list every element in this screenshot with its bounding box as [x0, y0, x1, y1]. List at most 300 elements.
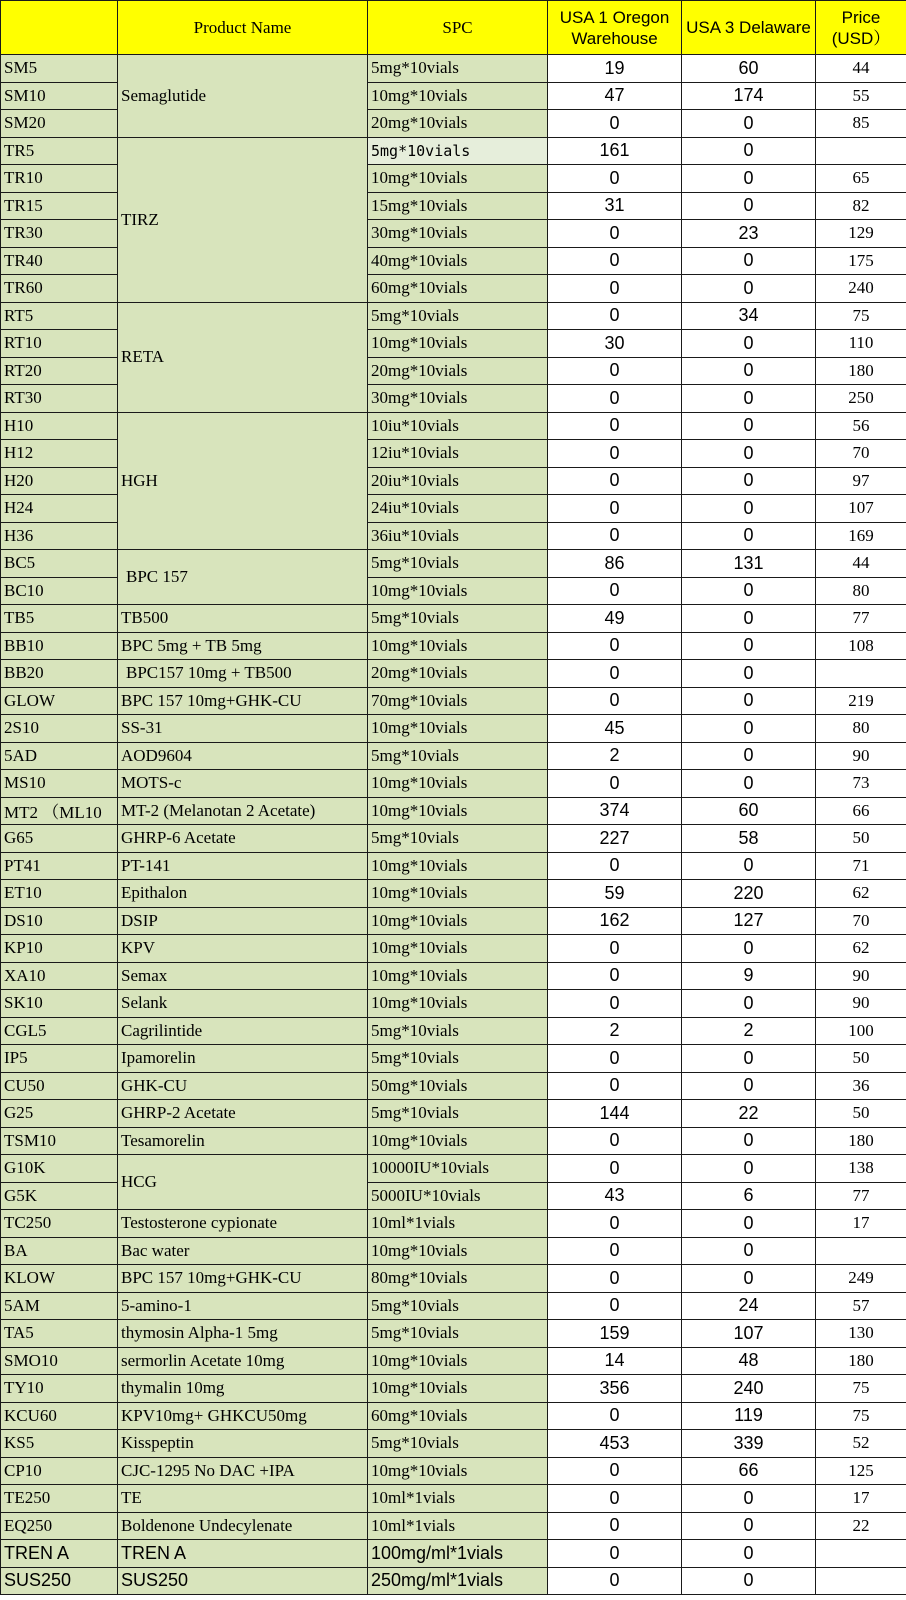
price-cell: 50 [816, 1100, 906, 1128]
price-cell: 180 [816, 357, 906, 385]
delaware-qty-cell: 0 [682, 1045, 816, 1073]
delaware-qty-cell: 0 [682, 522, 816, 550]
product-code-cell: TR40 [1, 247, 118, 275]
product-code-cell: TR15 [1, 192, 118, 220]
spc-cell: 10mg*10vials [368, 962, 548, 990]
price-cell: 75 [816, 1402, 906, 1430]
oregon-qty-cell: 19 [548, 55, 682, 83]
price-cell: 138 [816, 1155, 906, 1183]
oregon-qty-cell: 0 [548, 632, 682, 660]
table-body [1, 55, 906, 1595]
product-code-cell: 5AM [1, 1292, 118, 1320]
product-code-cell: TC250 [1, 1210, 118, 1238]
price-cell: 82 [816, 192, 906, 220]
table-row [1, 1292, 906, 1320]
delaware-qty-cell: 0 [682, 852, 816, 880]
product-code-cell: TY10 [1, 1375, 118, 1403]
spc-cell: 250mg/ml*1vials [368, 1567, 548, 1595]
oregon-qty-cell: 0 [548, 467, 682, 495]
oregon-qty-cell: 0 [548, 1265, 682, 1293]
oregon-qty-cell: 0 [548, 165, 682, 193]
delaware-qty-cell: 0 [682, 385, 816, 413]
spc-cell: 5000IU*10vials [368, 1182, 548, 1210]
oregon-qty-cell: 0 [548, 1402, 682, 1430]
oregon-qty-cell: 31 [548, 192, 682, 220]
product-name-cell: TIRZ [118, 137, 368, 302]
table-row [1, 797, 906, 825]
oregon-qty-cell: 0 [548, 522, 682, 550]
delaware-qty-cell: 174 [682, 82, 816, 110]
oregon-qty-cell: 0 [548, 1292, 682, 1320]
table-row [1, 742, 906, 770]
product-code-cell: H36 [1, 522, 118, 550]
oregon-qty-cell: 0 [548, 1540, 682, 1568]
delaware-qty-cell: 22 [682, 1100, 816, 1128]
oregon-qty-cell: 374 [548, 797, 682, 825]
product-code-cell: TA5 [1, 1320, 118, 1348]
product-name-cell: Cagrilintide [118, 1017, 368, 1045]
spc-cell: 10mg*10vials [368, 990, 548, 1018]
product-name-cell: TE [118, 1485, 368, 1513]
price-cell: 71 [816, 852, 906, 880]
delaware-qty-cell: 240 [682, 1375, 816, 1403]
delaware-qty-cell: 34 [682, 302, 816, 330]
delaware-qty-cell: 127 [682, 907, 816, 935]
spc-cell: 10mg*10vials [368, 1237, 548, 1265]
product-name-cell: KPV10mg+ GHKCU50mg [118, 1402, 368, 1430]
table-row [1, 907, 906, 935]
spc-cell: 60mg*10vials [368, 1402, 548, 1430]
oregon-qty-cell: 0 [548, 1127, 682, 1155]
product-code-cell: KP10 [1, 935, 118, 963]
delaware-qty-cell: 0 [682, 330, 816, 358]
delaware-qty-cell: 0 [682, 467, 816, 495]
oregon-qty-cell: 0 [548, 577, 682, 605]
product-name-cell: KPV [118, 935, 368, 963]
price-cell [816, 1540, 906, 1568]
spc-cell: 50mg*10vials [368, 1072, 548, 1100]
product-name-cell: BPC 5mg + TB 5mg [118, 632, 368, 660]
product-name-cell: MOTS-c [118, 770, 368, 798]
spc-cell: 10mg*10vials [368, 907, 548, 935]
oregon-qty-cell: 59 [548, 880, 682, 908]
oregon-qty-cell: 86 [548, 550, 682, 578]
oregon-qty-cell: 0 [548, 1457, 682, 1485]
product-name-cell: RETA [118, 302, 368, 412]
table-row [1, 715, 906, 743]
spc-cell: 10mg*10vials [368, 165, 548, 193]
price-cell: 107 [816, 495, 906, 523]
product-code-cell: 5AD [1, 742, 118, 770]
product-name-cell: Testosterone cypionate [118, 1210, 368, 1238]
product-name-cell: CJC-1295 No DAC +IPA [118, 1457, 368, 1485]
delaware-qty-cell: 0 [682, 1567, 816, 1595]
spc-cell: 24iu*10vials [368, 495, 548, 523]
product-name-cell: Kisspeptin [118, 1430, 368, 1458]
price-cell: 50 [816, 1045, 906, 1073]
price-cell: 57 [816, 1292, 906, 1320]
price-cell [816, 1237, 906, 1265]
delaware-qty-cell: 0 [682, 110, 816, 138]
product-code-cell: TSM10 [1, 1127, 118, 1155]
product-code-cell: GLOW [1, 687, 118, 715]
price-cell: 85 [816, 110, 906, 138]
oregon-qty-cell: 0 [548, 935, 682, 963]
product-code-cell: SUS250 [1, 1567, 118, 1595]
product-code-cell: RT10 [1, 330, 118, 358]
spc-cell: 5mg*10vials [368, 1430, 548, 1458]
price-cell: 55 [816, 82, 906, 110]
product-name-cell: GHRP-6 Acetate [118, 825, 368, 853]
delaware-qty-cell: 0 [682, 1540, 816, 1568]
delaware-qty-cell: 48 [682, 1347, 816, 1375]
price-cell: 110 [816, 330, 906, 358]
delaware-qty-cell: 0 [682, 412, 816, 440]
spc-cell: 10mg*10vials [368, 935, 548, 963]
product-name-cell: Selank [118, 990, 368, 1018]
price-cell: 70 [816, 907, 906, 935]
spc-cell: 10iu*10vials [368, 412, 548, 440]
oregon-qty-cell: 47 [548, 82, 682, 110]
product-code-cell: MT2 （ML10 [1, 797, 118, 825]
product-code-cell: RT20 [1, 357, 118, 385]
oregon-qty-cell: 45 [548, 715, 682, 743]
delaware-qty-cell: 220 [682, 880, 816, 908]
price-cell: 62 [816, 935, 906, 963]
spc-cell: 20mg*10vials [368, 660, 548, 688]
spc-cell: 10ml*1vials [368, 1210, 548, 1238]
product-code-cell: XA10 [1, 962, 118, 990]
product-code-cell: G5K [1, 1182, 118, 1210]
product-code-cell: SMO10 [1, 1347, 118, 1375]
delaware-qty-cell: 0 [682, 1237, 816, 1265]
oregon-qty-cell: 0 [548, 1210, 682, 1238]
product-code-cell: H10 [1, 412, 118, 440]
table-row [1, 825, 906, 853]
oregon-qty-cell: 0 [548, 1045, 682, 1073]
price-cell: 75 [816, 1375, 906, 1403]
oregon-qty-cell: 0 [548, 990, 682, 1018]
oregon-qty-cell: 0 [548, 220, 682, 248]
product-name-cell: HGH [118, 412, 368, 550]
product-code-cell: CP10 [1, 1457, 118, 1485]
product-code-cell: BA [1, 1237, 118, 1265]
price-cell: 75 [816, 302, 906, 330]
spc-cell: 5mg*10vials [368, 825, 548, 853]
spc-cell: 10mg*10vials [368, 770, 548, 798]
oregon-qty-cell: 0 [548, 275, 682, 303]
price-cell: 180 [816, 1127, 906, 1155]
spc-cell: 5mg*10vials [368, 1017, 548, 1045]
delaware-qty-cell: 60 [682, 797, 816, 825]
delaware-qty-cell: 0 [682, 1210, 816, 1238]
oregon-qty-cell: 0 [548, 495, 682, 523]
price-cell: 22 [816, 1512, 906, 1540]
delaware-qty-cell: 24 [682, 1292, 816, 1320]
table-row [1, 935, 906, 963]
oregon-qty-cell: 0 [548, 660, 682, 688]
product-name-cell: BPC 157 10mg+GHK-CU [118, 1265, 368, 1293]
delaware-qty-cell: 0 [682, 1155, 816, 1183]
price-cell: 175 [816, 247, 906, 275]
spc-cell: 20iu*10vials [368, 467, 548, 495]
price-cell: 77 [816, 1182, 906, 1210]
product-code-cell: SK10 [1, 990, 118, 1018]
delaware-qty-cell: 0 [682, 357, 816, 385]
product-name-cell: Ipamorelin [118, 1045, 368, 1073]
product-code-cell: H24 [1, 495, 118, 523]
product-name-cell: TREN A [118, 1540, 368, 1568]
oregon-qty-cell: 43 [548, 1182, 682, 1210]
product-code-cell: TR10 [1, 165, 118, 193]
price-cell [816, 137, 906, 165]
spc-cell: 40mg*10vials [368, 247, 548, 275]
table-row [1, 55, 906, 83]
product-code-cell: TR5 [1, 137, 118, 165]
product-name-cell: MT-2 (Melanotan 2 Acetate) [118, 797, 368, 825]
spc-cell: 5mg*10vials [368, 742, 548, 770]
product-code-cell: BB20 [1, 660, 118, 688]
product-name-cell: Epithalon [118, 880, 368, 908]
delaware-qty-cell: 0 [682, 1072, 816, 1100]
price-cell: 100 [816, 1017, 906, 1045]
spc-cell: 36iu*10vials [368, 522, 548, 550]
product-code-cell: H12 [1, 440, 118, 468]
delaware-qty-cell: 0 [682, 495, 816, 523]
table-row [1, 1045, 906, 1073]
table-row [1, 990, 906, 1018]
product-code-cell: TR60 [1, 275, 118, 303]
table-row [1, 1457, 906, 1485]
delaware-qty-cell: 0 [682, 990, 816, 1018]
product-code-cell: H20 [1, 467, 118, 495]
product-code-cell: 2S10 [1, 715, 118, 743]
table-row [1, 1127, 906, 1155]
table-row [1, 302, 906, 330]
product-code-cell: PT41 [1, 852, 118, 880]
price-cell: 90 [816, 962, 906, 990]
price-cell: 125 [816, 1457, 906, 1485]
price-cell: 80 [816, 577, 906, 605]
product-code-cell: SM20 [1, 110, 118, 138]
spc-cell: 10mg*10vials [368, 330, 548, 358]
spc-cell: 30mg*10vials [368, 385, 548, 413]
header-row [1, 1, 906, 55]
spc-cell: 10mg*10vials [368, 852, 548, 880]
delaware-qty-cell: 0 [682, 715, 816, 743]
product-name-cell: SUS250 [118, 1567, 368, 1595]
oregon-qty-cell: 49 [548, 605, 682, 633]
table-row [1, 137, 906, 165]
table-row [1, 852, 906, 880]
product-code-cell: KLOW [1, 1265, 118, 1293]
header-code [1, 1, 118, 55]
product-name-cell: SS-31 [118, 715, 368, 743]
price-cell: 17 [816, 1485, 906, 1513]
spc-cell: 10mg*10vials [368, 1127, 548, 1155]
product-name-cell: TB500 [118, 605, 368, 633]
oregon-qty-cell: 0 [548, 852, 682, 880]
delaware-qty-cell: 119 [682, 1402, 816, 1430]
oregon-qty-cell: 0 [548, 412, 682, 440]
product-name-cell: BPC157 10mg + TB500 [118, 660, 368, 688]
spc-cell: 10mg*10vials [368, 715, 548, 743]
delaware-qty-cell: 339 [682, 1430, 816, 1458]
table-row [1, 1265, 906, 1293]
oregon-qty-cell: 2 [548, 742, 682, 770]
oregon-qty-cell: 0 [548, 1485, 682, 1513]
product-code-cell: BC10 [1, 577, 118, 605]
delaware-qty-cell: 0 [682, 742, 816, 770]
header-delaware: USA 3 Delaware [682, 1, 816, 55]
price-cell: 73 [816, 770, 906, 798]
delaware-qty-cell: 0 [682, 577, 816, 605]
price-cell: 77 [816, 605, 906, 633]
oregon-qty-cell: 0 [548, 962, 682, 990]
table-row [1, 550, 906, 578]
oregon-qty-cell: 453 [548, 1430, 682, 1458]
header-spc: SPC [368, 1, 548, 55]
delaware-qty-cell: 0 [682, 165, 816, 193]
product-name-cell: GHRP-2 Acetate [118, 1100, 368, 1128]
price-cell: 65 [816, 165, 906, 193]
product-name-cell: sermorlin Acetate 10mg [118, 1347, 368, 1375]
oregon-qty-cell: 0 [548, 687, 682, 715]
product-name-cell: Boldenone Undecylenate [118, 1512, 368, 1540]
price-cell: 108 [816, 632, 906, 660]
price-cell: 90 [816, 990, 906, 1018]
spc-cell: 5mg*10vials [368, 550, 548, 578]
table-row [1, 1567, 906, 1595]
table-row [1, 1100, 906, 1128]
spc-cell: 10ml*1vials [368, 1485, 548, 1513]
header-price: Price (USD） [816, 1, 906, 55]
table-row [1, 1512, 906, 1540]
table-row [1, 1155, 906, 1183]
oregon-qty-cell: 0 [548, 1072, 682, 1100]
table-row [1, 1017, 906, 1045]
table-row [1, 1540, 906, 1568]
oregon-qty-cell: 161 [548, 137, 682, 165]
spc-cell: 10mg*10vials [368, 577, 548, 605]
product-name-cell: Tesamorelin [118, 1127, 368, 1155]
delaware-qty-cell: 66 [682, 1457, 816, 1485]
price-cell: 249 [816, 1265, 906, 1293]
product-code-cell: KCU60 [1, 1402, 118, 1430]
delaware-qty-cell: 0 [682, 687, 816, 715]
price-cell: 66 [816, 797, 906, 825]
table-row [1, 660, 906, 688]
oregon-qty-cell: 0 [548, 1567, 682, 1595]
product-code-cell: RT5 [1, 302, 118, 330]
product-name-cell: AOD9604 [118, 742, 368, 770]
header-oregon-warehouse: USA 1 Oregon Warehouse [548, 1, 682, 55]
delaware-qty-cell: 107 [682, 1320, 816, 1348]
spc-cell: 5mg*10vials [368, 1292, 548, 1320]
product-code-cell: TE250 [1, 1485, 118, 1513]
price-cell: 169 [816, 522, 906, 550]
delaware-qty-cell: 0 [682, 440, 816, 468]
spc-cell: 10mg*10vials [368, 1347, 548, 1375]
oregon-qty-cell: 0 [548, 1237, 682, 1265]
spc-cell: 20mg*10vials [368, 357, 548, 385]
table-row [1, 1210, 906, 1238]
product-code-cell: CU50 [1, 1072, 118, 1100]
oregon-qty-cell: 0 [548, 440, 682, 468]
oregon-qty-cell: 14 [548, 1347, 682, 1375]
spc-cell: 80mg*10vials [368, 1265, 548, 1293]
spc-cell: 10mg*10vials [368, 797, 548, 825]
oregon-qty-cell: 2 [548, 1017, 682, 1045]
product-code-cell: MS10 [1, 770, 118, 798]
product-name-cell: Bac water [118, 1237, 368, 1265]
product-name-cell: 5-amino-1 [118, 1292, 368, 1320]
oregon-qty-cell: 0 [548, 1155, 682, 1183]
price-cell: 97 [816, 467, 906, 495]
table-row [1, 1402, 906, 1430]
oregon-qty-cell: 30 [548, 330, 682, 358]
table-row [1, 1347, 906, 1375]
table-row [1, 1072, 906, 1100]
delaware-qty-cell: 0 [682, 247, 816, 275]
price-cell: 129 [816, 220, 906, 248]
spc-cell: 5mg*10vials [368, 137, 548, 165]
product-name-cell: BPC 157 10mg+GHK-CU [118, 687, 368, 715]
oregon-qty-cell: 356 [548, 1375, 682, 1403]
delaware-qty-cell: 0 [682, 935, 816, 963]
table-row [1, 1375, 906, 1403]
spc-cell: 10mg*10vials [368, 1457, 548, 1485]
price-cell: 36 [816, 1072, 906, 1100]
delaware-qty-cell: 60 [682, 55, 816, 83]
header-product-name: Product Name [118, 1, 368, 55]
delaware-qty-cell: 131 [682, 550, 816, 578]
product-code-cell: KS5 [1, 1430, 118, 1458]
spc-cell: 5mg*10vials [368, 1320, 548, 1348]
spc-cell: 70mg*10vials [368, 687, 548, 715]
price-cell: 44 [816, 55, 906, 83]
price-cell [816, 660, 906, 688]
delaware-qty-cell: 0 [682, 1485, 816, 1513]
delaware-qty-cell: 0 [682, 192, 816, 220]
product-code-cell: ET10 [1, 880, 118, 908]
product-code-cell: BC5 [1, 550, 118, 578]
delaware-qty-cell: 0 [682, 137, 816, 165]
spc-cell: 10mg*10vials [368, 1375, 548, 1403]
spc-cell: 5mg*10vials [368, 302, 548, 330]
product-name-cell: Semax [118, 962, 368, 990]
product-code-cell: G65 [1, 825, 118, 853]
oregon-qty-cell: 0 [548, 357, 682, 385]
delaware-qty-cell: 0 [682, 660, 816, 688]
product-code-cell: G10K [1, 1155, 118, 1183]
price-cell: 62 [816, 880, 906, 908]
spc-cell: 10mg*10vials [368, 82, 548, 110]
oregon-qty-cell: 0 [548, 1512, 682, 1540]
table-row [1, 880, 906, 908]
delaware-qty-cell: 0 [682, 632, 816, 660]
product-name-cell: GHK-CU [118, 1072, 368, 1100]
price-cell: 80 [816, 715, 906, 743]
product-code-cell: DS10 [1, 907, 118, 935]
price-cell: 250 [816, 385, 906, 413]
product-code-cell: SM10 [1, 82, 118, 110]
oregon-qty-cell: 227 [548, 825, 682, 853]
product-code-cell: EQ250 [1, 1512, 118, 1540]
delaware-qty-cell: 9 [682, 962, 816, 990]
price-cell: 52 [816, 1430, 906, 1458]
table-row [1, 1237, 906, 1265]
